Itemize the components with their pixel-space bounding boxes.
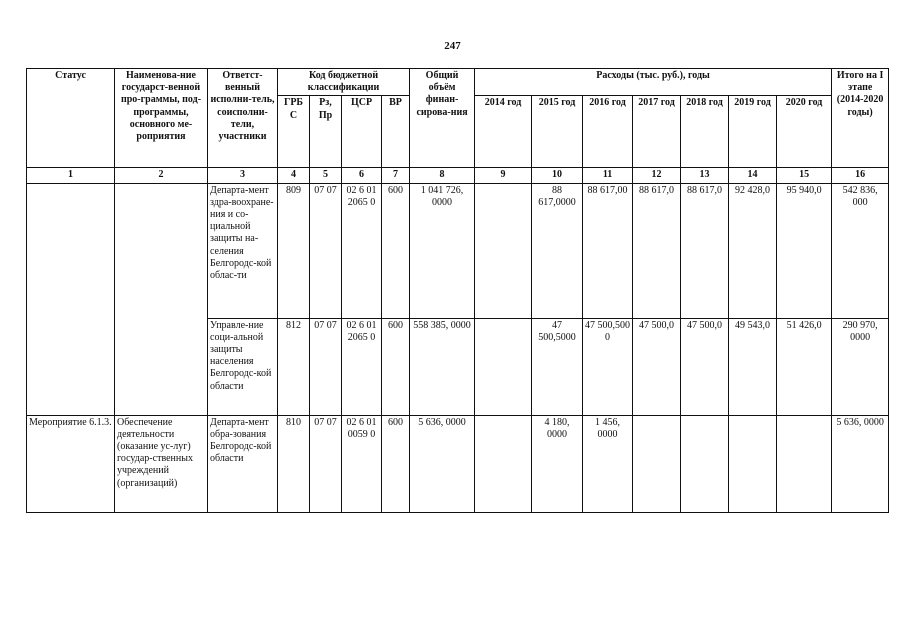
column-number: 8 [410,168,475,183]
cell-2020 [777,415,832,512]
cell-grbs: 812 [278,318,310,415]
column-number: 13 [681,168,729,183]
cell-2019 [729,415,777,512]
column-number: 4 [278,168,310,183]
table-row [27,183,889,318]
cell-rzpr: 07 07 [310,183,342,318]
header-vr: ВР [382,96,410,168]
header-responsible: Ответст-венный исполни-тель, соисполни-тели, участники [208,69,278,168]
cell-status [27,183,115,415]
cell-name: Обеспечение деятельности (оказание ус-луг) государ-ственных учреждений (организаций) [115,415,208,512]
header-grbs: ГРБ С [278,96,310,168]
cell-total: 1 041 726, 0000 [410,183,475,318]
cell-grbs: 809 [278,183,310,318]
cell-2017 [633,415,681,512]
cell-2016: 47 500,500 0 [583,318,633,415]
header-year-2020: 2020 год [777,96,832,168]
header-total-volume: Общий объём финан-сирова-ния [410,69,475,168]
column-number: 16 [832,168,889,183]
column-number: 3 [208,168,278,183]
header-name: Наименова-ние государст-венной про-граммы, под-программы, основного ме-роприятия [115,69,208,168]
column-number: 6 [342,168,382,183]
cell-2014 [475,415,532,512]
header-rzpr: Рз, Пр [310,96,342,168]
header-year-2019: 2019 год [729,96,777,168]
cell-2014 [475,183,532,318]
cell-total: 558 385, 0000 [410,318,475,415]
cell-2015: 88 617,0000 [532,183,583,318]
header-year-2014: 2014 год [475,96,532,168]
column-number: 10 [532,168,583,183]
cell-responsible: Управле-ние соци-альной защиты населения Белгородс-кой области [208,318,278,415]
budget-table [26,68,889,513]
page-number: 247 [444,40,461,52]
header-expenses: Расходы (тыс. руб.), годы [475,69,832,96]
cell-grbs: 810 [278,415,310,512]
cell-stage-total: 5 636, 0000 [832,415,889,512]
cell-2017: 47 500,0 [633,318,681,415]
cell-2016: 1 456, 0000 [583,415,633,512]
cell-2015: 47 500,5000 [532,318,583,415]
header-year-2017: 2017 год [633,96,681,168]
cell-vr: 600 [382,318,410,415]
header-row-1 [27,69,889,96]
cell-csr: 02 6 01 2065 0 [342,183,382,318]
cell-rzpr: 07 07 [310,318,342,415]
column-number: 14 [729,168,777,183]
cell-2018: 47 500,0 [681,318,729,415]
cell-status: Мероприятие 6.1.3. [27,415,115,512]
cell-csr: 02 6 01 0059 0 [342,415,382,512]
header-budget-code: Код бюджетной классификации [278,69,410,96]
header-csr: ЦСР [342,96,382,168]
table-row [27,415,889,512]
column-number: 15 [777,168,832,183]
cell-responsible: Департа-мент здра-воохране-ния и со-циальной защиты на-селения Белгородс-кой облас-ти [208,183,278,318]
header-year-2018: 2018 год [681,96,729,168]
header-status: Статус [27,69,115,168]
column-number: 11 [583,168,633,183]
cell-2014 [475,318,532,415]
cell-vr: 600 [382,183,410,318]
cell-2020: 95 940,0 [777,183,832,318]
cell-2015: 4 180, 0000 [532,415,583,512]
cell-stage-total: 542 836, 000 [832,183,889,318]
column-number: 9 [475,168,532,183]
column-number-row [27,168,889,183]
column-number: 12 [633,168,681,183]
cell-2018 [681,415,729,512]
cell-2019: 49 543,0 [729,318,777,415]
cell-name [115,183,208,415]
cell-responsible: Департа-мент обра-зования Белгородс-кой области [208,415,278,512]
header-stage-total: Итого на I этапе (2014-2020 годы) [832,69,889,168]
header-year-2015: 2015 год [532,96,583,168]
cell-2020: 51 426,0 [777,318,832,415]
cell-2017: 88 617,0 [633,183,681,318]
cell-vr: 600 [382,415,410,512]
cell-stage-total: 290 970, 0000 [832,318,889,415]
column-number: 7 [382,168,410,183]
cell-rzpr: 07 07 [310,415,342,512]
column-number: 5 [310,168,342,183]
cell-2018: 88 617,0 [681,183,729,318]
column-number: 2 [115,168,208,183]
cell-csr: 02 6 01 2065 0 [342,318,382,415]
cell-2019: 92 428,0 [729,183,777,318]
cell-2016: 88 617,00 [583,183,633,318]
column-number: 1 [27,168,115,183]
cell-total: 5 636, 0000 [410,415,475,512]
header-year-2016: 2016 год [583,96,633,168]
